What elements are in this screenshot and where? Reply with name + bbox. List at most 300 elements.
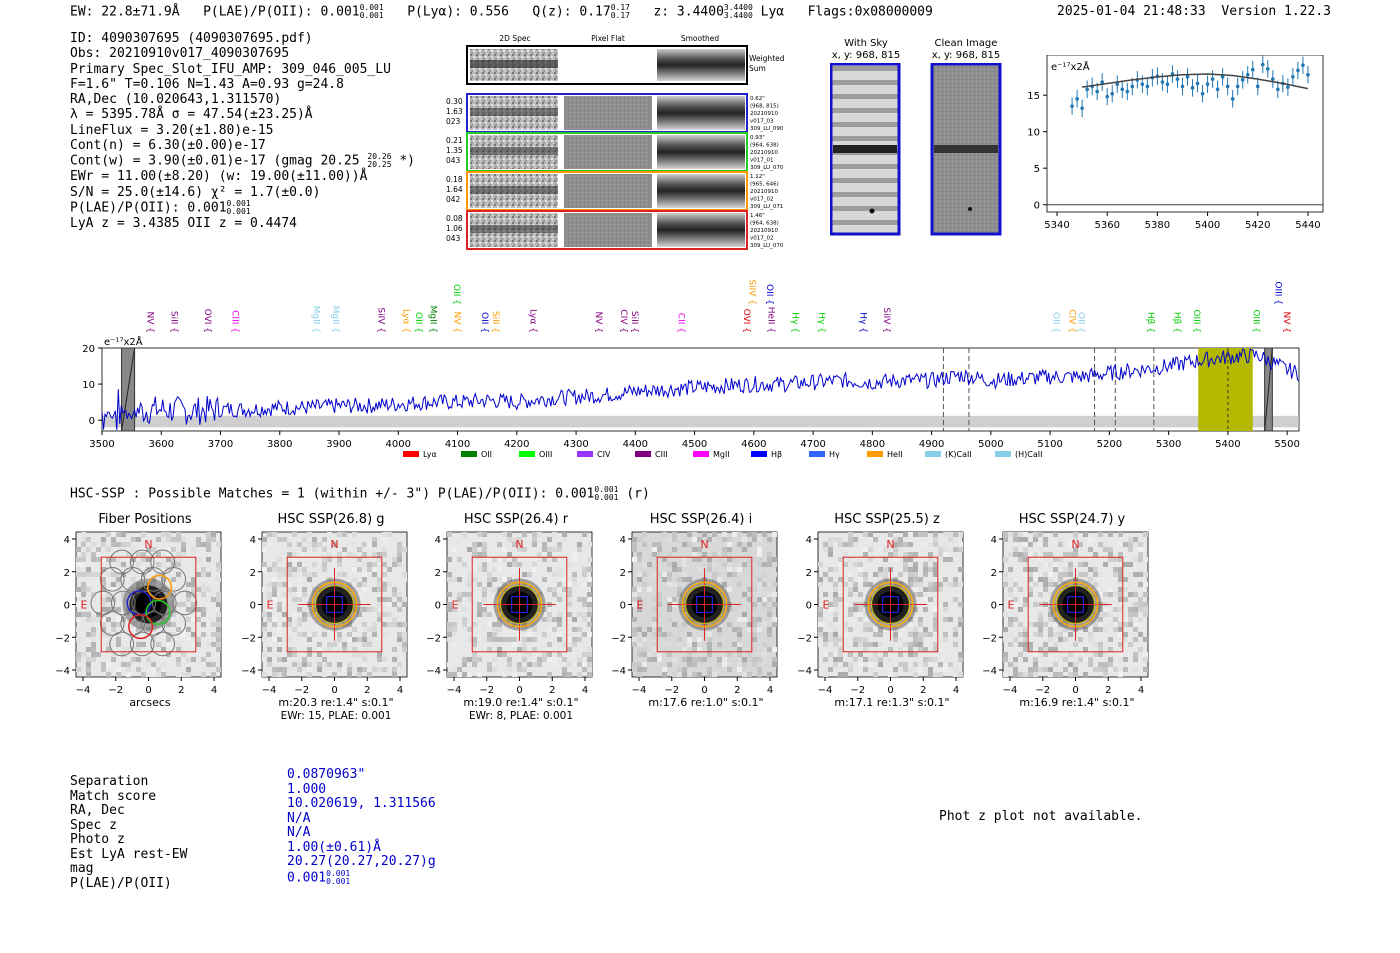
hsc-cutout-title: HSC SSP(24.7) y xyxy=(1018,512,1126,527)
info-primary: Primary Spec_Slot_IFU_AMP: 309_046_005_LU xyxy=(70,61,391,77)
legend-label: (H)CaII xyxy=(1015,450,1043,459)
emission-line-label: MgII { xyxy=(427,305,438,333)
hsc-ytick-label: −4 xyxy=(241,666,256,677)
emission-line-label: SiII { xyxy=(490,310,501,333)
cutout-left-label: 1.64 xyxy=(446,185,463,194)
legend-swatch xyxy=(751,451,767,457)
zoom-point xyxy=(1301,63,1305,67)
hsc-ytick-label: −2 xyxy=(982,633,997,645)
detection-info xyxy=(70,31,415,231)
hsc-xtick-label: 0 xyxy=(701,685,708,696)
cutout-left-label: 043 xyxy=(446,234,461,243)
hsc-ytick-label: 2 xyxy=(805,567,812,579)
match-label: Spec z xyxy=(70,817,117,833)
hsc-cutout-plae: EWr: 15, PLAE: 0.001 xyxy=(280,710,392,722)
with-sky-trace xyxy=(833,145,897,153)
header-qz: Q(z): 0.17 xyxy=(532,4,611,20)
zoom-ytick-label: 0 xyxy=(1033,200,1040,212)
zoom-point xyxy=(1296,69,1300,73)
zoom-point xyxy=(1191,86,1195,90)
emission-line-label: OVI { xyxy=(740,308,751,333)
photz-message: Phot z plot not available. xyxy=(939,809,1143,824)
cutout-left-label: 1.06 xyxy=(446,224,463,233)
cutout-left-label: 042 xyxy=(446,195,461,204)
info-plae: P(LAE)/P(OII): 0.0010.001 0.001 xyxy=(70,198,251,216)
cutout-smoothed xyxy=(657,135,745,169)
east-label: E xyxy=(80,598,88,612)
emission-line-label: NV { xyxy=(1281,311,1292,333)
match-label: Separation xyxy=(70,774,149,789)
zoom-point xyxy=(1211,77,1215,81)
legend-label: CIII xyxy=(655,450,668,459)
emission-line-label: Hγ { xyxy=(857,312,868,333)
full-spectrum-chart xyxy=(70,275,1310,465)
hsc-xtick-label: −4 xyxy=(75,685,91,696)
fs-xtick-label: 4900 xyxy=(918,439,945,450)
fs-ytick-label: 10 xyxy=(82,380,95,392)
fs-xtick-label: 3900 xyxy=(326,439,352,450)
hsc-ytick-label: 4 xyxy=(805,535,812,546)
zoom-xtick-label: 5380 xyxy=(1144,220,1171,231)
info-ewr: EWr = 11.00(±8.20) (w: 19.00(±11.00))Å xyxy=(70,169,368,185)
clean-image-title: Clean Image x, y: 968, 815 xyxy=(931,38,1001,61)
cutout-right-label: 309_LU_070 xyxy=(750,165,784,171)
cutout-smoothed xyxy=(657,174,745,208)
match-value: 20.27(20.27,20.27)g xyxy=(287,854,436,869)
fs-xtick-label: 5200 xyxy=(1096,439,1123,450)
hsc-cutout-title: HSC SSP(25.5) z xyxy=(834,512,940,527)
header-datetime: 2025-01-04 21:48:33 xyxy=(1057,4,1206,19)
cutout-right-label: (968, 815) xyxy=(750,103,779,110)
zoom-xtick-label: 5440 xyxy=(1295,220,1321,231)
legend-swatch xyxy=(809,451,825,457)
fs-xtick-label: 5000 xyxy=(978,439,1004,450)
legend-swatch xyxy=(925,451,941,457)
match-value: 0.0010.001 0.001 xyxy=(287,868,351,886)
info-obs: Obs: 20210910v017_4090307695 xyxy=(70,46,290,62)
legend-swatch xyxy=(577,451,593,457)
info-fparams: F=1.6" T=0.106 N=1.43 A=0.93 g=24.8 xyxy=(70,76,344,92)
cutout-right-label: 309_LU_070 xyxy=(750,243,784,249)
zoom-point xyxy=(1256,85,1260,89)
cutout-right-label: 0.62" xyxy=(750,96,765,102)
legend-swatch xyxy=(519,451,535,457)
zoom-point xyxy=(1131,85,1135,89)
hsc-xtick-label: −4 xyxy=(817,685,833,696)
cutout-right-label: 309_LU_071 xyxy=(750,204,784,210)
hsc-header: HSC-SSP : Possible Matches = 1 (within +/- 3") P(LAE)/P(OII): 0.0010.001 0.001 (r) xyxy=(70,485,650,502)
cutout-pixelflat xyxy=(564,213,652,247)
cutout-right-label: v017_02 xyxy=(750,196,774,203)
fs-xtick-label: 3600 xyxy=(148,439,174,450)
hsc-xtick-label: 0 xyxy=(331,685,338,696)
hsc-ytick-label: 4 xyxy=(249,535,256,546)
emission-line-label: OII { xyxy=(1050,312,1061,333)
emission-line-label: OIII { xyxy=(1272,281,1283,305)
zoom-point xyxy=(1216,88,1220,92)
emission-line-label: SiIV { xyxy=(746,279,757,305)
zoom-point xyxy=(1095,90,1099,94)
info-lineflux: LineFlux = 3.20(±1.80)e-15 xyxy=(70,122,274,138)
match-label: mag xyxy=(70,861,94,876)
with-sky-title: With Sky x, y: 968, 815 xyxy=(831,38,901,61)
hsc-ytick-label: 2 xyxy=(434,567,441,579)
hsc-ytick-label: −2 xyxy=(55,633,70,645)
match-values xyxy=(287,768,436,886)
zoom-ytick-label: 5 xyxy=(1033,164,1040,176)
emission-line-label: CIV { xyxy=(1066,309,1077,333)
fs-xtick-label: 3500 xyxy=(89,439,115,450)
zoom-point xyxy=(1085,88,1089,92)
cutout-smoothed xyxy=(657,213,745,247)
cutout-right-label: 1.46" xyxy=(750,213,765,219)
hsc-xlabel: arcsecs xyxy=(129,696,171,709)
header-ew: EW: 22.8±71.9Å xyxy=(70,4,180,20)
match-value: N/A xyxy=(287,825,311,840)
cutout-left-label: 1.35 xyxy=(446,146,463,155)
info-contw: Cont(w) = 3.90(±0.01)e-17 (gmag 20.25 20.26 20.25 *) xyxy=(70,152,415,170)
fs-xtick-label: 4700 xyxy=(800,439,826,450)
emission-line-label: NV { xyxy=(451,311,462,333)
legend-label: Hγ xyxy=(829,450,840,459)
zoom-fit-line xyxy=(1082,74,1308,89)
fs-xtick-label: 3800 xyxy=(267,439,293,450)
emission-line-label: OVI { xyxy=(202,308,213,333)
clean-trace xyxy=(934,145,998,153)
svg-text:Sum: Sum xyxy=(749,64,766,73)
hsc-ytick-label: 4 xyxy=(619,535,626,546)
zoom-point xyxy=(1186,75,1190,79)
col-label-pixelflat: Pixel Flat xyxy=(591,34,625,43)
emission-line-label: SiII { xyxy=(168,310,179,333)
header-plya: P(Lyα): 0.556 xyxy=(407,4,509,20)
emission-line-label: Hγ { xyxy=(789,312,800,333)
zoom-point xyxy=(1226,85,1230,89)
zoom-point xyxy=(1271,77,1275,81)
legend-label: (K)CaII xyxy=(945,450,972,459)
header-qz-bounds: 0.17 0.17 xyxy=(610,3,630,20)
cutout-right-label: (965, 646) xyxy=(750,181,779,188)
zoom-point xyxy=(1080,107,1084,111)
emission-line-label: CIII { xyxy=(229,310,240,333)
zoom-point xyxy=(1236,85,1240,89)
hsc-cutout-stats: m:17.1 re:1.3" s:0.1" xyxy=(834,696,950,709)
cutout-right-label: 0.93" xyxy=(750,135,765,141)
zoom-point xyxy=(1291,75,1295,79)
east-label: E xyxy=(1007,598,1015,612)
hsc-cutout-plae: EWr: 8, PLAE: 0.001 xyxy=(468,710,574,722)
hsc-cutout-title: HSC SSP(26.4) i xyxy=(649,512,753,527)
zoom-point xyxy=(1231,97,1235,101)
cutout-pixelflat xyxy=(564,135,652,169)
hsc-ytick-label: 2 xyxy=(619,567,626,579)
hsc-cutout-title: Fiber Positions xyxy=(98,512,192,527)
zoom-point xyxy=(1266,67,1270,71)
north-label: N xyxy=(886,538,895,551)
hsc-ytick-label: −4 xyxy=(797,666,812,677)
fs-xtick-label: 4500 xyxy=(681,439,708,450)
hsc-xtick-label: 0 xyxy=(145,685,152,696)
hsc-xtick-label: 4 xyxy=(952,685,960,696)
zoom-point xyxy=(1075,97,1079,101)
east-label: E xyxy=(636,598,644,612)
legend-label: OIII xyxy=(539,450,553,459)
fs-ytick-label: 0 xyxy=(88,416,95,428)
fs-xtick-label: 5300 xyxy=(1155,439,1182,450)
fs-xtick-label: 4300 xyxy=(563,439,589,450)
hsc-xtick-label: 4 xyxy=(210,685,218,696)
hsc-ytick-label: −2 xyxy=(426,633,441,645)
hsc-xtick-label: −2 xyxy=(664,685,680,696)
match-value: 0.0870963" xyxy=(287,767,366,782)
col-label-2dspec: 2D Spec xyxy=(499,34,531,43)
cutout-right-label: v017_03 xyxy=(750,118,774,125)
hsc-cutout-stats: m:17.6 re:1.0" s:0.1" xyxy=(648,696,764,709)
emission-line-label: NV { xyxy=(593,311,604,333)
match-label: Est LyA rest-EW xyxy=(70,846,188,862)
hsc-ytick-label: 2 xyxy=(63,567,70,579)
legend-label: CIV xyxy=(597,450,611,459)
zoom-point xyxy=(1166,82,1170,86)
zoom-point xyxy=(1105,95,1109,99)
emission-line-label: Lyα { xyxy=(527,308,538,333)
legend-swatch xyxy=(867,451,883,457)
hsc-xtick-label: −4 xyxy=(1002,685,1018,696)
emission-line-label: Hγ { xyxy=(816,312,827,333)
match-value: 1.00(±0.61)Å xyxy=(287,839,381,855)
hsc-xtick-label: 4 xyxy=(396,685,404,696)
error-band xyxy=(102,416,1299,428)
zoom-point xyxy=(1176,77,1180,81)
hsc-cutout-stats: m:20.3 re:1.4" s:0.1" xyxy=(278,696,394,709)
zoom-point xyxy=(1241,78,1245,82)
hsc-ytick-label: 4 xyxy=(63,535,70,546)
cutout-right-label: v017_02 xyxy=(750,235,774,242)
fs-ytick-label: 20 xyxy=(82,344,95,355)
legend-label: Lyα xyxy=(423,450,437,459)
hsc-xtick-label: 2 xyxy=(1105,685,1112,696)
fs-xtick-label: 4100 xyxy=(444,439,471,450)
match-value: N/A xyxy=(287,810,311,826)
north-label: N xyxy=(1071,538,1080,551)
cutout-rows xyxy=(446,94,784,249)
emission-line-label: OII { xyxy=(450,284,461,305)
hsc-ytick-label: 0 xyxy=(434,600,441,612)
hsc-xtick-label: −4 xyxy=(261,685,277,696)
hsc-cutout-stats: m:19.0 re:1.4" s:0.1" xyxy=(463,696,579,709)
info-id: ID: 4090307695 (4090307695.pdf) xyxy=(70,31,313,46)
hsc-ytick-label: 0 xyxy=(63,600,70,612)
hsc-xtick-label: 2 xyxy=(364,685,371,696)
emission-line-label: MgII { xyxy=(310,305,321,333)
header-z: z: 3.4400 xyxy=(653,4,724,20)
cutout-right-label: 309_LU_090 xyxy=(750,126,784,132)
hsc-xtick-label: −2 xyxy=(850,685,866,696)
legend-swatch xyxy=(461,451,477,457)
fs-xtick-label: 5500 xyxy=(1274,439,1300,450)
zoom-chart xyxy=(1025,55,1335,235)
emission-line-label: SiIV { xyxy=(375,307,386,333)
info-sn: S/N = 25.0(±14.6) χ² = 1.7(±0.0) xyxy=(70,184,321,200)
cutout-right-label: 1.12" xyxy=(750,174,765,180)
col-label-smoothed: Smoothed xyxy=(680,34,720,43)
zoom-point xyxy=(1196,82,1200,86)
cutout-left-label: 0.30 xyxy=(446,97,463,106)
cutout-right-label: v017_01 xyxy=(750,157,774,164)
emission-line-label: Lyα { xyxy=(400,308,411,333)
emission-line-label: CIV { xyxy=(618,309,629,333)
weighted-label: Weighted xyxy=(749,54,785,63)
hsc-xtick-label: 4 xyxy=(581,685,589,696)
hsc-ytick-label: −2 xyxy=(241,633,256,645)
emission-line-label: OII { xyxy=(763,284,774,305)
zoom-xtick-label: 5400 xyxy=(1194,220,1221,231)
east-label: E xyxy=(822,598,830,612)
header-plae: P(LAE)/P(OII): 0.001 xyxy=(203,4,360,20)
legend-label: MgII xyxy=(713,450,730,459)
zoom-point xyxy=(1261,63,1265,67)
header-flags: Flags:0x08000009 xyxy=(807,4,933,20)
hsc-xtick-label: −4 xyxy=(446,685,462,696)
header-plae-bounds: 0.001 0.001 xyxy=(359,3,384,20)
hsc-ytick-label: −2 xyxy=(611,633,626,645)
hsc-xtick-label: −4 xyxy=(631,685,647,696)
cutout-left-label: 023 xyxy=(446,117,461,126)
header-z-line: Lyα xyxy=(760,4,785,20)
fs-xtick-label: 4000 xyxy=(385,439,412,450)
emission-line-label: SiIV { xyxy=(881,307,892,333)
north-label: N xyxy=(515,538,524,551)
match-label: Photo z xyxy=(70,832,125,847)
zoom-chart-ylabel: e⁻¹⁷x2Å xyxy=(1051,62,1090,73)
header-bar xyxy=(70,4,933,20)
cutout-smoothed xyxy=(657,96,745,130)
hsc-xtick-label: −2 xyxy=(294,685,310,696)
cutout-right-label: 20210910 xyxy=(750,228,778,234)
sky-cutouts xyxy=(830,63,1005,236)
match-label: RA, Dec xyxy=(70,803,125,818)
match-label: P(LAE)/P(OII) xyxy=(70,875,172,891)
zoom-point xyxy=(1246,73,1250,77)
north-label: N xyxy=(144,538,153,551)
legend-label: Hβ xyxy=(771,450,783,459)
hsc-ytick-label: 4 xyxy=(990,535,997,546)
legend-swatch xyxy=(403,451,419,457)
legend-swatch xyxy=(635,451,651,457)
zoom-point xyxy=(1120,88,1124,92)
hsc-ytick-label: 0 xyxy=(619,600,626,612)
hsc-xtick-label: 0 xyxy=(516,685,523,696)
cutout-left-label: 0.18 xyxy=(446,175,463,184)
hsc-xtick-label: 2 xyxy=(178,685,185,696)
zoom-xtick-label: 5360 xyxy=(1094,220,1120,231)
hsc-ytick-label: 0 xyxy=(249,600,256,612)
fs-xtick-label: 3700 xyxy=(207,439,234,450)
zoom-point xyxy=(1110,92,1114,96)
cutout-2d-panel xyxy=(440,30,800,260)
match-value: 10.020619, 1.311566 xyxy=(287,796,436,811)
emission-line-label: Hβ { xyxy=(1171,311,1182,333)
zoom-point xyxy=(1206,82,1210,86)
hsc-cutout-title: HSC SSP(26.8) g xyxy=(277,512,385,527)
hsc-xtick-label: 2 xyxy=(920,685,927,696)
zoom-point xyxy=(1306,73,1310,77)
emission-line-label: HeII { xyxy=(765,306,776,333)
emission-line-label: OIII { xyxy=(1191,309,1202,333)
hsc-xtick-label: 0 xyxy=(1072,685,1079,696)
hsc-xtick-label: −2 xyxy=(479,685,495,696)
hsc-ytick-label: 2 xyxy=(990,567,997,579)
cutout-left-label: 043 xyxy=(446,156,461,165)
cutout-left-label: 0.21 xyxy=(446,136,463,145)
legend-swatch xyxy=(995,451,1011,457)
fs-xtick-label: 5400 xyxy=(1215,439,1241,450)
cutout-right-label: (964, 638) xyxy=(750,142,779,149)
cutout-pixelflat xyxy=(564,174,652,208)
emission-line-label: Hβ { xyxy=(1144,311,1155,333)
cutout-left-label: 1.63 xyxy=(446,107,463,116)
match-labels xyxy=(70,775,187,891)
hsc-xtick-label: 2 xyxy=(734,685,741,696)
match-value: 1.000 xyxy=(287,781,327,797)
header-version: Version 1.22.3 xyxy=(1221,4,1331,19)
emission-line-label: NV { xyxy=(144,311,155,333)
hsc-xtick-label: −2 xyxy=(108,685,124,696)
hsc-ytick-label: 2 xyxy=(249,567,256,579)
fs-xtick-label: 4400 xyxy=(622,439,649,450)
zoom-point xyxy=(1146,85,1150,89)
zoom-point xyxy=(1070,104,1074,108)
info-lambda: λ = 5395.78Å σ = 47.54(±23.25)Å xyxy=(70,107,313,123)
east-label: E xyxy=(266,598,274,612)
hsc-ytick-label: −4 xyxy=(611,666,626,677)
fs-xtick-label: 5100 xyxy=(1037,439,1063,450)
fs-xtick-label: 4200 xyxy=(504,439,530,450)
fs-xtick-label: 4800 xyxy=(859,439,886,450)
fs-xtick-label: 4600 xyxy=(741,439,767,450)
hsc-xtick-label: 2 xyxy=(549,685,556,696)
zoom-point xyxy=(1251,68,1255,72)
match-label: Match score xyxy=(70,788,157,804)
cutout-pixelflat xyxy=(564,96,652,130)
weighted-smoothed xyxy=(657,49,745,81)
zoom-point xyxy=(1141,82,1145,86)
hsc-ytick-label: 0 xyxy=(990,600,997,612)
emission-line-label: CII { xyxy=(675,312,686,333)
zoom-point xyxy=(1181,85,1185,89)
hsc-cutout-stats: m:16.9 re:1.4" s:0.1" xyxy=(1019,696,1135,709)
east-label: E xyxy=(451,598,459,612)
hsc-xtick-label: 4 xyxy=(1137,685,1145,696)
zoom-point xyxy=(1286,85,1290,89)
zoom-chart-frame xyxy=(1047,55,1323,212)
hsc-ytick-label: −4 xyxy=(55,666,70,677)
cutout-right-label: 20210910 xyxy=(750,189,778,195)
hsc-ytick-label: 4 xyxy=(434,535,441,546)
north-label: N xyxy=(700,538,709,551)
zoom-point xyxy=(1125,90,1129,94)
emission-line-label: OII { xyxy=(1075,312,1086,333)
zoom-point xyxy=(1276,88,1280,92)
info-lyaz: LyA z = 3.4385 OII z = 0.4474 xyxy=(70,215,297,231)
emission-line-label: SiII { xyxy=(628,310,639,333)
zoom-xtick-label: 5420 xyxy=(1245,220,1271,231)
zoom-xtick-label: 5340 xyxy=(1044,220,1070,231)
info-radec: RA,Dec (10.020643,1.311570) xyxy=(70,92,282,108)
hsc-ytick-label: −4 xyxy=(426,666,441,677)
full-spectrum-ylabel: e⁻¹⁷x2Å xyxy=(104,337,143,348)
info-contn: Cont(n) = 6.30(±0.00)e-17 xyxy=(70,138,266,154)
